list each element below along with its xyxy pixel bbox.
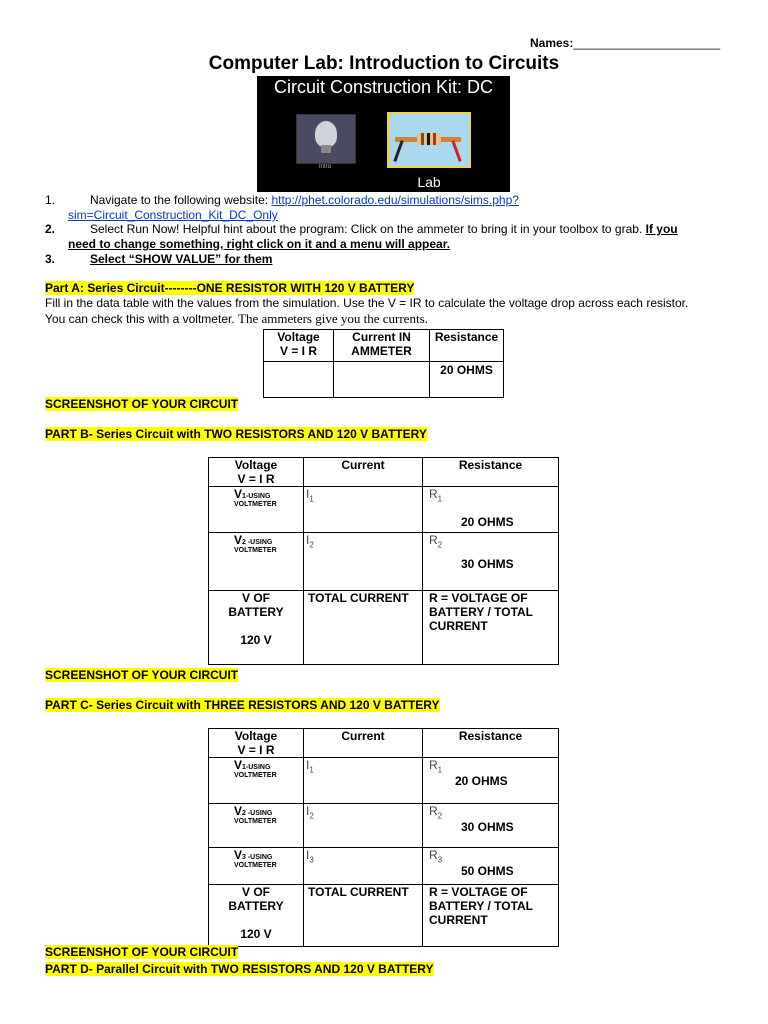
table-header: Resistance — [423, 458, 559, 487]
part-b-screenshot-label — [45, 668, 238, 682]
table-row — [209, 758, 559, 804]
lightbulb-icon — [315, 121, 337, 147]
total-resistance-cell[interactable]: R = VOLTAGE OF BATTERY / TOTAL CURRENT — [423, 591, 559, 665]
names-field — [530, 36, 720, 50]
resistor-band — [427, 133, 430, 145]
table-header: Resistance — [423, 729, 559, 758]
table-header: Voltage V = I R — [209, 729, 304, 758]
step-number: 2. — [45, 222, 56, 236]
step-emphasis: need to change something, right click on it and a menu will appear. — [68, 237, 451, 251]
names-line: ______________________ — [573, 36, 721, 50]
current-cell[interactable] — [334, 362, 430, 398]
resistor-band — [421, 133, 424, 145]
total-current-cell[interactable]: TOTAL CURRENT — [304, 885, 423, 947]
resistor-icon — [417, 133, 441, 145]
table-row — [209, 487, 559, 533]
table-header: Current — [304, 729, 423, 758]
phet-banner-image — [257, 76, 510, 192]
resistance-cell: $R_1$ 20 OHMS — [423, 487, 559, 533]
voltage-cell[interactable]: V2 -USING VOLTMETER — [209, 533, 304, 591]
table-row — [209, 533, 559, 591]
part-a-instructions — [45, 296, 765, 327]
screenshot-label: SCREENSHOT OF YOUR CIRCUIT — [45, 668, 239, 682]
part-b-table — [208, 457, 559, 665]
total-current-cell[interactable]: TOTAL CURRENT — [304, 591, 423, 665]
table-header: Current — [304, 458, 423, 487]
intro-label: Intro — [318, 164, 331, 170]
intro-thumbnail — [296, 114, 356, 164]
page-title: Computer Lab: Introduction to Circuits — [208, 53, 560, 74]
screenshot-label: SCREENSHOT OF YOUR CIRCUIT — [45, 397, 239, 411]
table-row — [209, 848, 559, 885]
voltage-cell[interactable]: V3 -USING VOLTMETER — [209, 848, 304, 885]
banner-title: Circuit Construction Kit: DC — [273, 77, 494, 97]
resistance-cell: $R_2$ 30 OHMS — [423, 533, 559, 591]
resistance-cell: $R_3$ 50 OHMS — [423, 848, 559, 885]
part-a-table — [263, 329, 504, 398]
resistance-cell: $R_1$ 20 OHMS — [423, 758, 559, 804]
names-label: Names: — [530, 36, 574, 50]
instruction-line: Fill in the data table with the values from the simulation. Use the V = IR to calculate the voltage drop across each resistor. — [45, 296, 689, 310]
table-header: Current IN AMMETER — [334, 330, 430, 362]
step-emphasis: If you — [645, 222, 678, 236]
step-number: 3. — [45, 252, 56, 266]
battery-voltage-cell: V OF BATTERY 120 V — [209, 591, 304, 665]
resistance-cell: $R_2$ 30 OHMS — [423, 804, 559, 848]
resistance-cell: 20 OHMS — [430, 362, 504, 398]
step-text: Navigate to the following website: — [90, 193, 272, 207]
table-row — [209, 804, 559, 848]
part-d-heading — [45, 962, 434, 976]
phet-link[interactable]: http://phet.colorado.edu/simulations/sims.php? — [271, 193, 519, 207]
red-probe-icon — [451, 140, 461, 162]
table-header: Resistance — [430, 330, 504, 362]
battery-voltage-cell: V OF BATTERY 120 V — [209, 885, 304, 947]
bulb-base-icon — [321, 145, 331, 153]
lab-thumbnail — [387, 112, 471, 168]
part-a-heading-text: Part A: Series Circuit--------ONE RESISTOR WITH 120 V BATTERY — [45, 281, 415, 295]
voltage-cell[interactable]: V1-USING VOLTMETER — [209, 487, 304, 533]
lab-label: Lab — [417, 174, 441, 190]
instruction-serif: The ammeters give you the currents. — [238, 311, 428, 326]
total-resistance-cell[interactable]: R = VOLTAGE OF BATTERY / TOTAL CURRENT — [423, 885, 559, 947]
part-b-heading — [45, 427, 427, 441]
voltage-cell[interactable]: V2 -USING VOLTMETER — [209, 804, 304, 848]
current-cell[interactable]: $I_1$ — [304, 487, 423, 533]
screenshot-label: SCREENSHOT OF YOUR CIRCUIT — [45, 945, 239, 959]
current-cell[interactable]: $I_3$ — [304, 848, 423, 885]
step-number: 1. — [45, 193, 56, 207]
resistor-band — [433, 133, 436, 145]
part-c-screenshot-label — [45, 945, 238, 959]
voltage-cell[interactable]: V1-USING VOLTMETER — [209, 758, 304, 804]
current-cell[interactable]: $I_2$ — [304, 533, 423, 591]
step-2 — [45, 222, 725, 252]
table-header: Voltage V = I R — [209, 458, 304, 487]
table-header: Voltage V = I R — [264, 330, 334, 362]
part-d-heading-text: PART D- Parallel Circuit with TWO RESISTORS AND 120 V BATTERY — [45, 962, 434, 976]
instruction-line: You can check this with a voltmeter. — [45, 312, 238, 326]
current-cell[interactable]: $I_1$ — [304, 758, 423, 804]
part-c-heading — [45, 698, 440, 712]
part-c-table — [208, 728, 559, 947]
part-a-heading — [45, 281, 414, 295]
part-a-screenshot-label — [45, 397, 238, 411]
step-text: Select “SHOW VALUE” for them — [90, 252, 273, 266]
voltage-cell[interactable] — [264, 362, 334, 398]
black-probe-icon — [393, 140, 403, 162]
part-b-heading-text: PART B- Series Circuit with TWO RESISTORS AND 120 V BATTERY — [45, 427, 427, 441]
table-row — [209, 885, 559, 947]
current-cell[interactable]: $I_2$ — [304, 804, 423, 848]
phet-link-continued[interactable]: sim=Circuit_Construction_Kit_DC_Only — [68, 208, 278, 222]
part-c-heading-text: PART C- Series Circuit with THREE RESISTORS AND 120 V BATTERY — [45, 698, 440, 712]
step-1 — [45, 193, 725, 223]
step-3 — [45, 252, 725, 267]
step-text: Select Run Now! Helpful hint about the program: Click on the ammeter to bring it in your toolbox to grab. — [90, 222, 646, 236]
table-row — [209, 591, 559, 665]
